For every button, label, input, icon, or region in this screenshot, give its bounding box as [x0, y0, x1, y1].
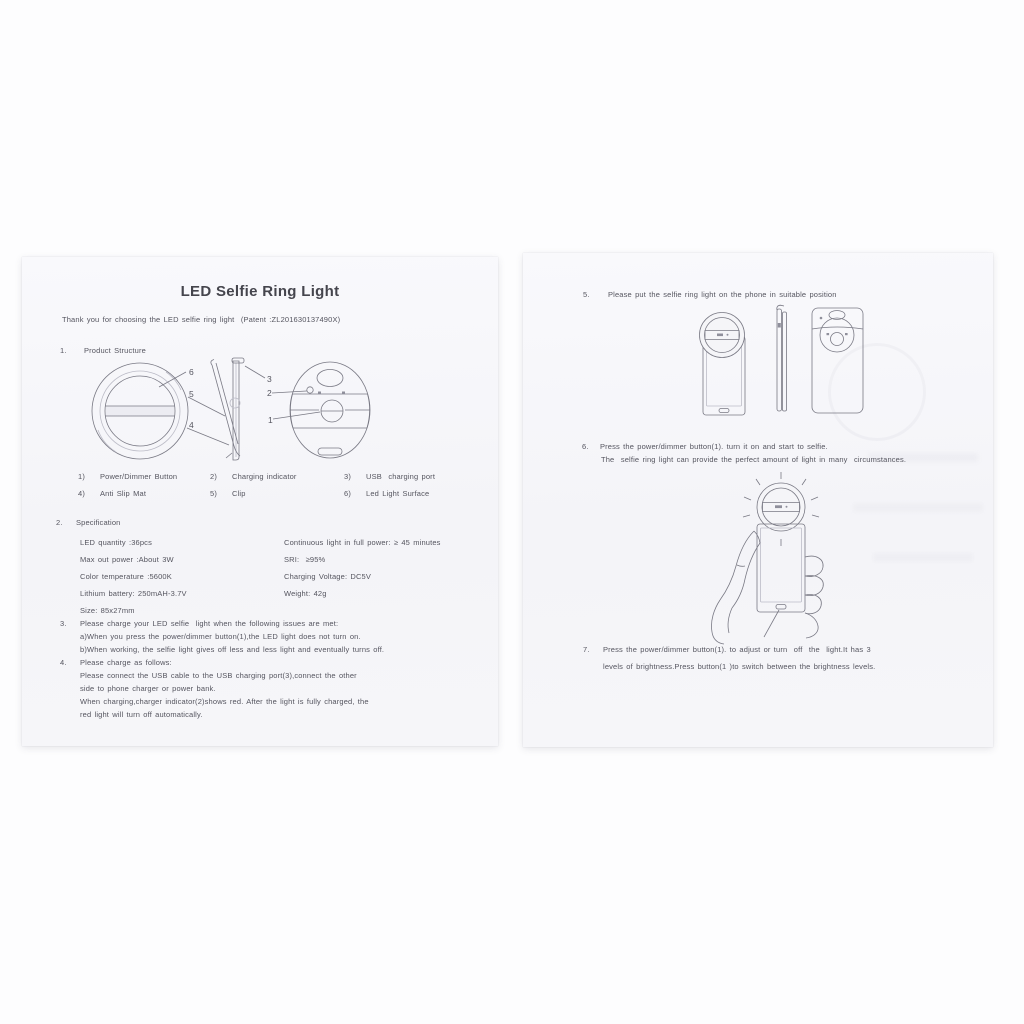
show-through-ghost — [853, 503, 983, 512]
phone-back-view-figure — [812, 308, 863, 413]
section4-line: Please connect the USB cable to the USB charging port(3),connect the other — [80, 671, 357, 680]
phone-side-view-figure — [777, 305, 787, 411]
product-structure-diagram — [52, 358, 432, 478]
phone-with-ring-figure — [757, 483, 805, 612]
section4-line: When charging,charger indicator(2)shows red. After the light is fully charged, the — [80, 697, 369, 706]
callout-3: 3 — [267, 374, 272, 384]
section4-number: 4. — [60, 658, 67, 667]
hand-figure — [711, 531, 823, 644]
ring-front-view-figure — [92, 363, 188, 459]
section4-line: Please charge as follows: — [80, 658, 172, 667]
callout-6: 6 — [189, 367, 194, 377]
part-label: Clip — [232, 489, 246, 498]
spec-line: Continuous light in full power: ≥ 45 minutes — [284, 538, 441, 547]
section6-line: Press the power/dimmer button(1). turn it on and start to selfie. — [600, 442, 828, 451]
spec-line: Color temperature :5600K — [80, 572, 172, 581]
section3-line: b)When working, the selfie light gives off less and less light and eventually turns off. — [80, 645, 385, 654]
part-num: 5) — [210, 489, 217, 498]
section5-number: 5. — [583, 290, 590, 299]
section7-line: levels of brightness.Press button(1 )to switch between the brightness levels. — [603, 662, 876, 671]
spec-line: Charging Voltage: DC5V — [284, 572, 372, 581]
part-label: Led Light Surface — [366, 489, 430, 498]
callout-5: 5 — [189, 389, 194, 399]
part-num: 3) — [344, 472, 351, 481]
callout-4: 4 — [189, 420, 194, 430]
section2-title: Specification — [76, 518, 121, 527]
part-label: Anti Slip Mat — [100, 489, 147, 498]
part-label: Charging indicator — [232, 472, 297, 481]
part-num: 2) — [210, 472, 217, 481]
hand-selfie-diagram — [690, 469, 870, 644]
part-label: Power/Dimmer Button — [100, 472, 178, 481]
section3-line: Please charge your LED selfie light when the following issues are met: — [80, 619, 339, 628]
section4-line: side to phone charger or power bank. — [80, 684, 216, 693]
show-through-ghost — [873, 553, 973, 562]
spec-line: Weight: 42g — [284, 589, 327, 598]
section3-number: 3. — [60, 619, 67, 628]
manual-page-left — [22, 257, 498, 746]
callout-1: 1 — [268, 415, 273, 425]
part-num: 1) — [78, 472, 85, 481]
phone-front-view-figure — [700, 313, 746, 416]
section7-number: 7. — [583, 645, 590, 654]
part-label: USB charging port — [366, 472, 436, 481]
page-title: LED Selfie Ring Light — [180, 283, 340, 300]
spec-line: Lithium battery: 250mAH-3.7V — [80, 589, 187, 598]
spec-line: Size: 85x27mm — [80, 606, 135, 615]
section4-line: red light will turn off automatically. — [80, 710, 203, 719]
section1-number: 1. — [60, 346, 67, 355]
spec-line: SRI: ≥95% — [284, 555, 326, 564]
section1-title: Product Structure — [84, 346, 146, 355]
section6-line: The selfie ring light can provide the perfect amount of light in many circumstances. — [601, 455, 907, 464]
spec-line: Max out power :About 3W — [80, 555, 174, 564]
part-num: 6) — [344, 489, 351, 498]
intro-line: Thank you for choosing the LED selfie ring light (Patent :ZL201630137490X) — [62, 315, 341, 324]
spec-line: LED quantity :36pcs — [80, 538, 152, 547]
callout-2: 2 — [267, 388, 272, 398]
section3-line: a)When you press the power/dimmer button(1),the LED light does not turn on. — [80, 632, 361, 641]
section6-number: 6. — [582, 442, 589, 451]
phone-mounting-diagram — [663, 303, 903, 438]
section7-line: Press the power/dimmer button(1). to adjust or turn off the light.It has 3 — [603, 645, 871, 654]
manual-page-right — [523, 253, 993, 747]
section2-number: 2. — [56, 518, 63, 527]
ring-back-view-figure — [290, 362, 370, 458]
part-num: 4) — [78, 489, 85, 498]
section5-line: Please put the selfie ring light on the phone in suitable position — [608, 290, 837, 299]
